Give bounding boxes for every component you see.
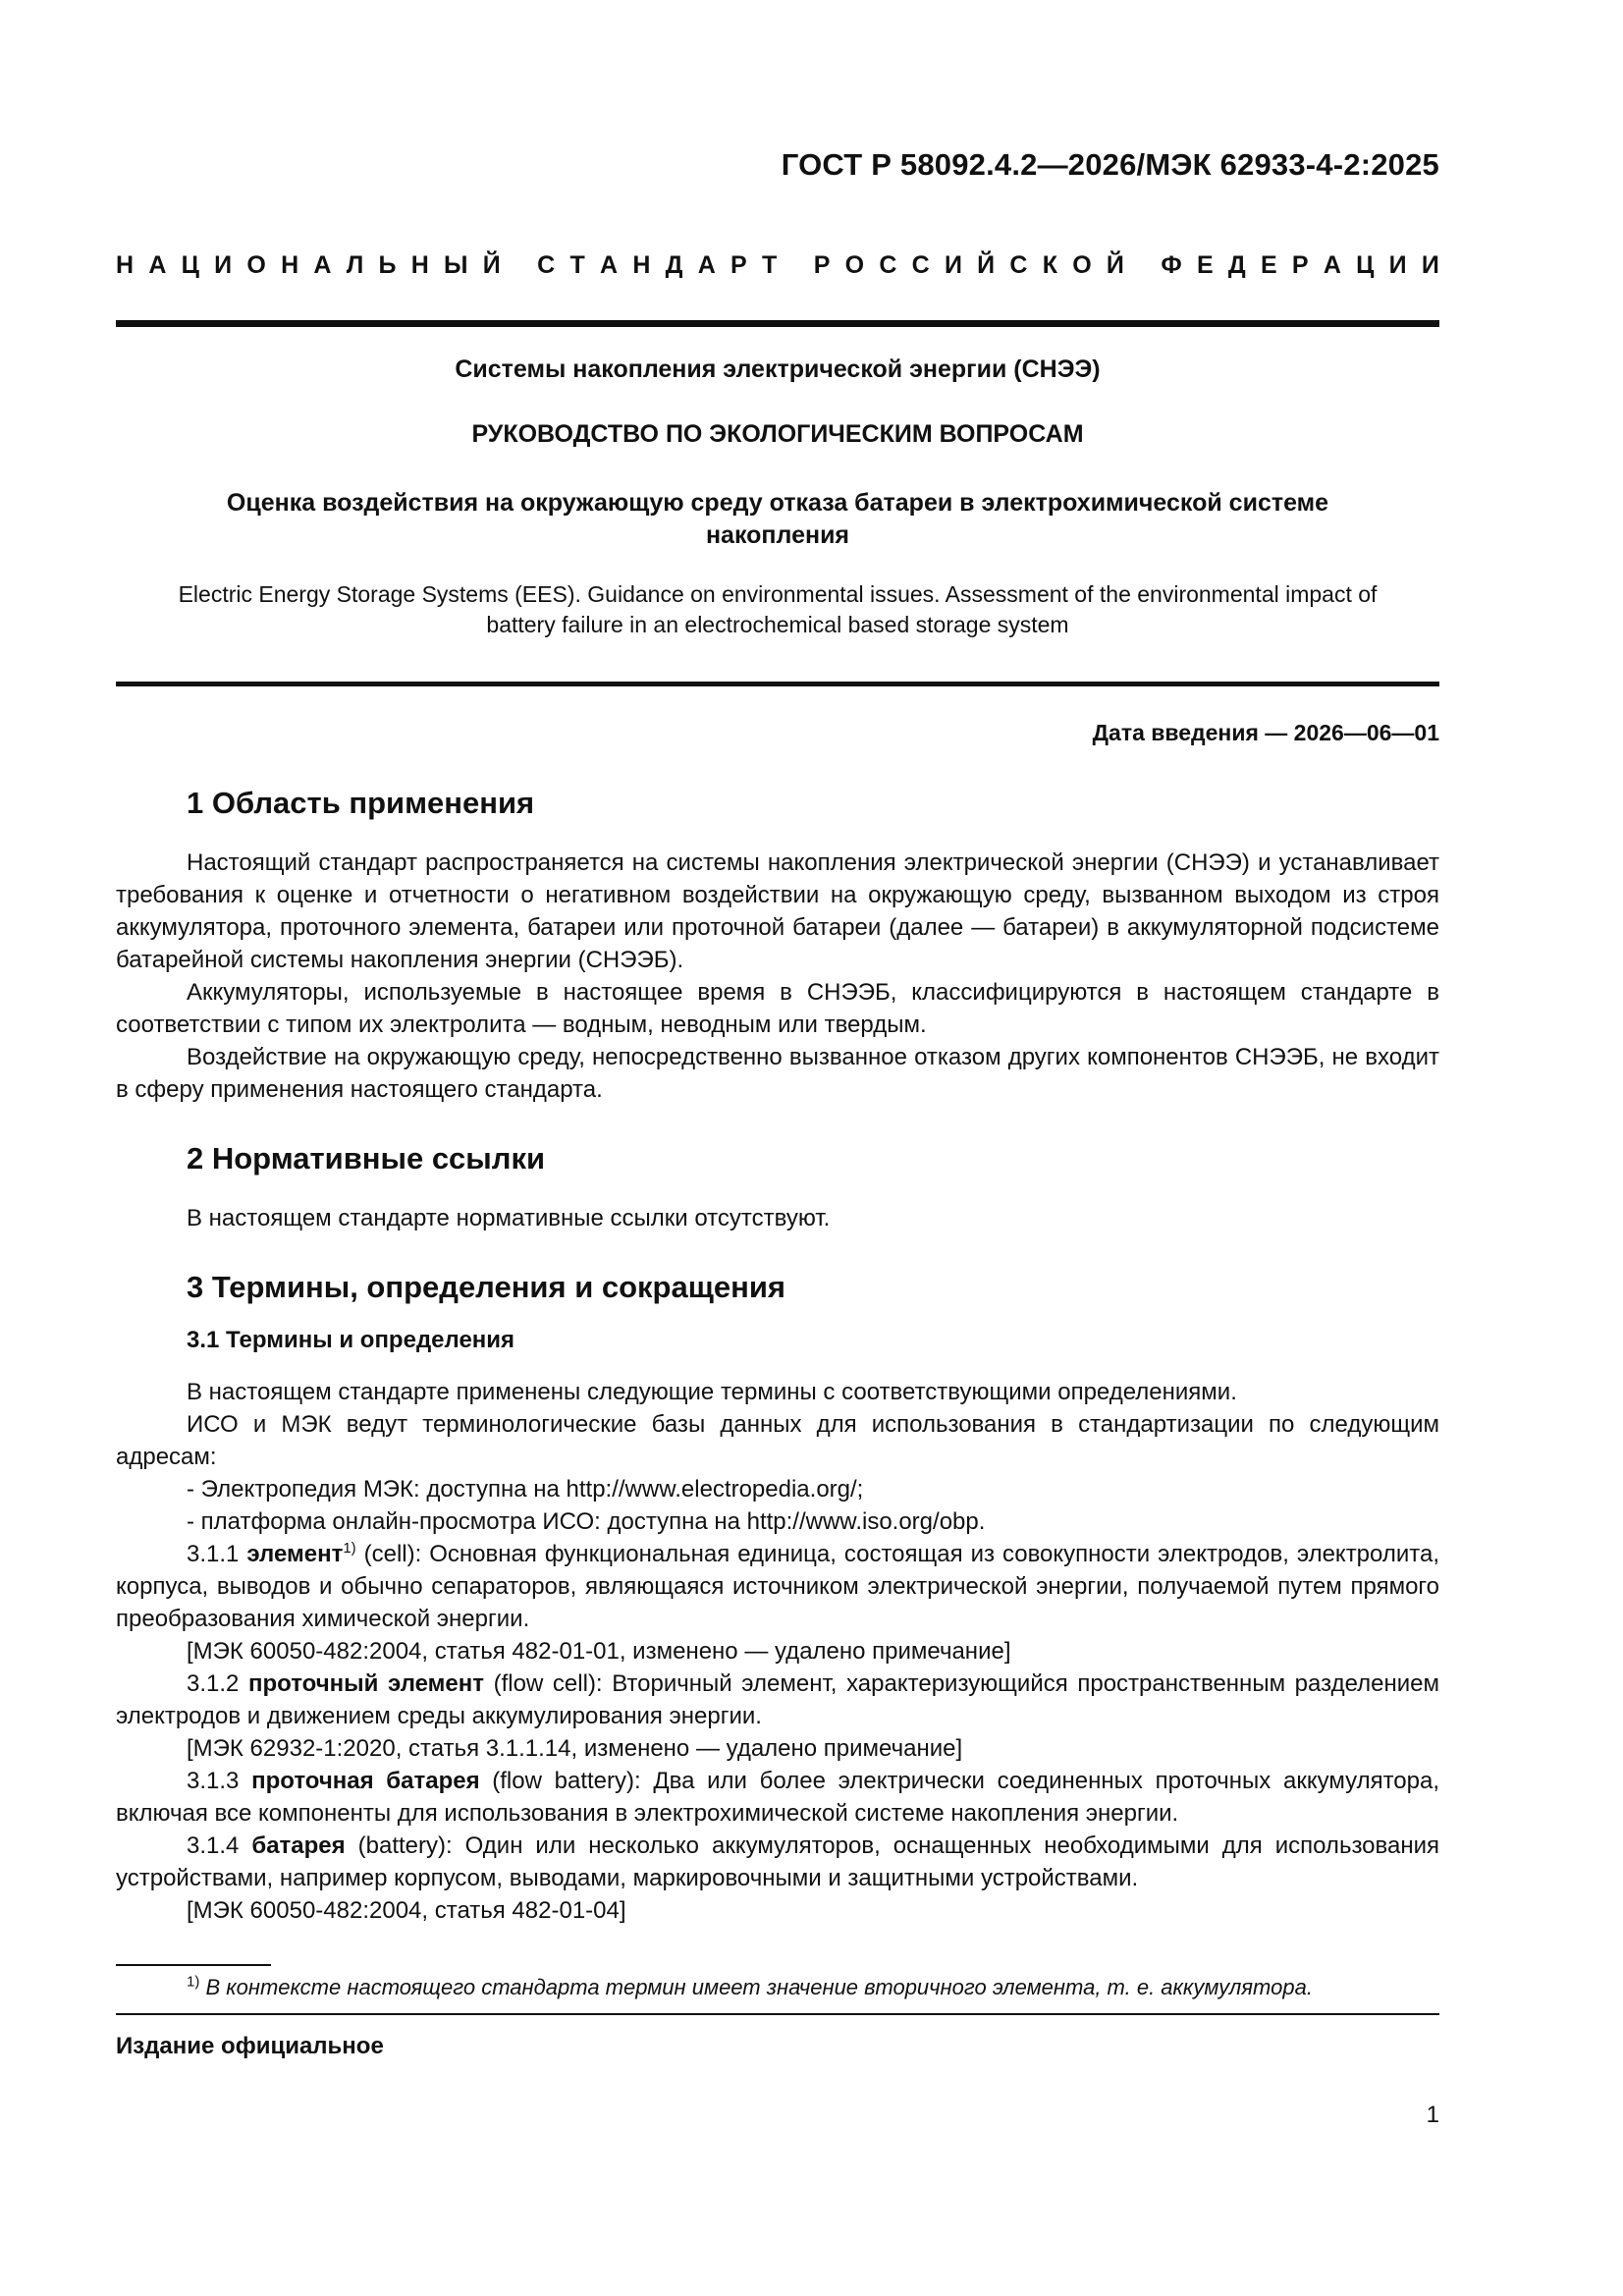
footnote-ref: 1) [343,1540,356,1557]
official-edition-label: Издание официальное [116,2033,384,2059]
introduction-date: Дата введения — 2026—06—01 [1092,720,1439,745]
section-1-paragraph-2: Аккумуляторы, используемые в настоящее время в СНЭЭБ, классифицируются в настоящем стандарте в соответствии с типом их электролита — водным, неводным или твердым. [116,979,1439,1038]
term-name: батарея [251,1832,346,1859]
main-content [116,786,1439,1927]
page-number: 1 [1426,2102,1439,2128]
section-1-heading: 1 Область применения [187,786,535,820]
term-3-1-1-source: [МЭК 60050-482:2004, статья 482-01-01, изменено — удалено примечание] [187,1638,1011,1665]
iso-obp-link-line: - платформа онлайн-просмотра ИСО: доступна на http://www.iso.org/obp. [187,1508,986,1535]
term-name: проточный элемент [248,1670,485,1697]
national-standard-banner: Н А Ц И О Н А Л Ь Н Ы Й С Т А Н Д А Р Т Р О С С И Й С К О Й Ф Е Д Е Р А Ц И И [116,251,1439,279]
section-1-paragraph-1: Настоящий стандарт распространяется на системы накопления электрической энергии (СНЭЭ) и устанавливает требования к оценке и отчетности о негативном воздействии на окружающую среду, вызванном выходом из строя аккумулятора, проточного элемента, батареи или проточной батареи (далее — батареи) в аккумуляторной подсистеме батарейной системы накопления энергии (СНЭЭБ). [116,849,1439,973]
footer-divider [116,2013,1439,2015]
section-1-paragraph-3: Воздействие на окружающую среду, непосредственно вызванное отказом других компонентов СНЭЭБ, не входит в сферу применения настоящего стандарта. [116,1044,1439,1103]
term-name: элемент [246,1541,344,1567]
term-3-1-4-source: [МЭК 60050-482:2004, статья 482-01-04] [187,1897,626,1924]
term-3-1-2: 3.1.2 проточный элемент (flow cell): Вторичный элемент, характеризующийся пространственным разделением электродов и движением среды аккумулирования энергии. [116,1670,1439,1729]
title-line-2: РУКОВОДСТВО ПО ЭКОЛОГИЧЕСКИМ ВОПРОСАМ [471,420,1084,448]
title-divider [116,682,1439,686]
section-3-1-heading: 3.1 Термины и определения [187,1327,515,1353]
section-3-heading: 3 Термины, определения и сокращения [187,1270,785,1304]
electropedia-link-line: - Электропедия МЭК: доступна на http://www.electropedia.org/; [187,1476,864,1503]
term-3-1-2-source: [МЭК 62932-1:2020, статья 3.1.1.14, изменено — удалено примечание] [187,1735,963,1762]
term-3-1-1: 3.1.1 элемент$^{1)}$ (cell): Основная функциональная единица, состоящая из совокупности электродов, электролита, корпуса, выводов и обычно сепараторов, являющаяся источником электрической энергии, получаемой путем прямого преобразования химической энергии. [116,1540,1439,1632]
term-name: проточная батарея [251,1768,480,1794]
title-line-1: Системы накопления электрической энергии (СНЭЭ) [455,355,1101,383]
title-line-3: Оценка воздействия на окружающую среду отказа батареи в электрохимической системе накопления [226,489,1329,549]
section-3-paragraph-1: В настоящем стандарте применены следующие термины с соответствующими определениями. [187,1379,1237,1405]
english-title: Electric Energy Storage Systems (EES). Guidance on environmental issues. Assessment of the environmental impact of battery failure in an electrochemical based storage system [178,581,1378,637]
footnote-divider [116,1964,271,1966]
standard-designation: ГОСТ Р 58092.4.2—2026/МЭК 62933-4-2:2025 [781,147,1439,182]
term-3-1-4: 3.1.4 батарея (battery): Один или несколько аккумуляторов, оснащенных необходимыми для использования устройствами, например корпусом, выводами, маркировочными и защитными устройствами. [116,1832,1440,1891]
document-page [116,0,1439,2296]
section-2-heading: 2 Нормативные ссылки [187,1141,546,1175]
section-2-paragraph-1: В настоящем стандарте нормативные ссылки отсутствуют. [187,1205,831,1231]
footnote: $^{1)}$ В контексте настоящего стандарта термин имеет значение вторичного элемента, т. е. аккумулятора. [187,1973,1313,1999]
header-divider [116,320,1439,327]
section-3-paragraph-2: ИСО и МЭК ведут терминологические базы данных для использования в стандартизации по следующим адресам: [116,1411,1439,1470]
term-3-1-3: 3.1.3 проточная батарея (flow battery): Два или более электрически соединенных проточных аккумулятора, включая все компоненты для использования в электрохимической системе накопления энергии. [116,1768,1440,1827]
